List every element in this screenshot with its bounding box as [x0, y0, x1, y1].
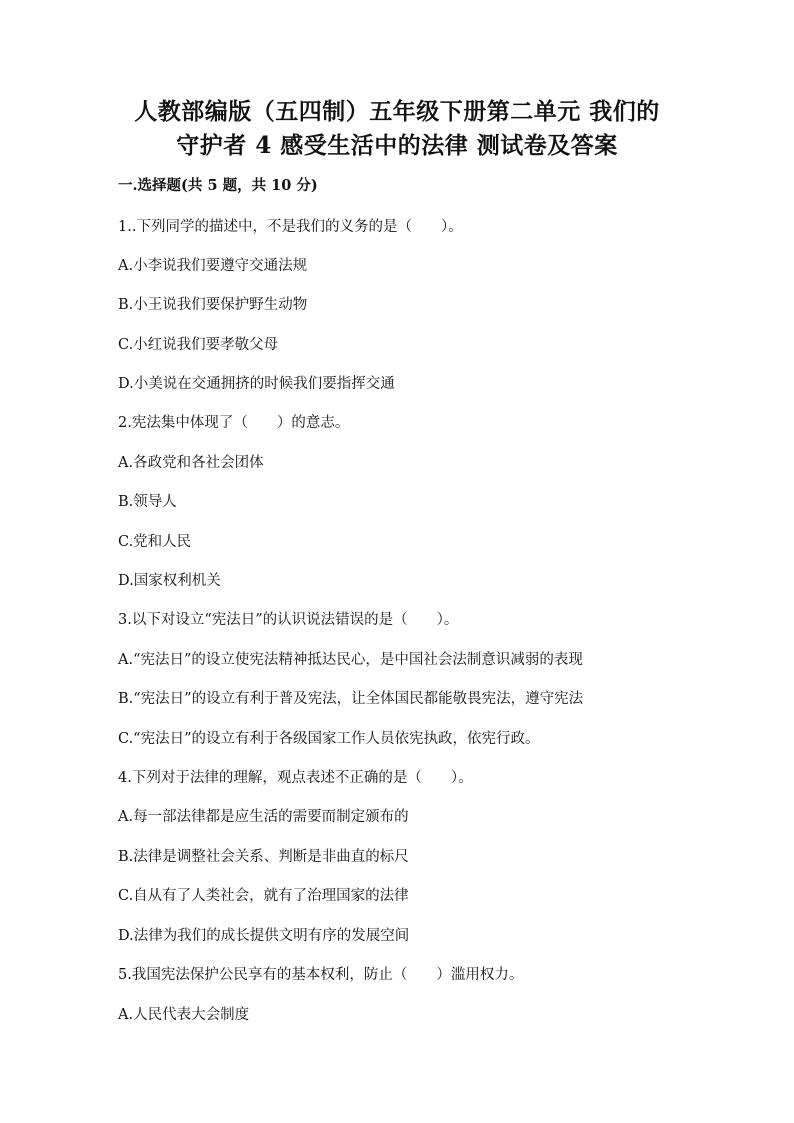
question-1-option-a: A.小李说我们要遵守交通法规 — [118, 258, 308, 274]
question-4-option-d: D.法律为我们的成长提供文明有序的发展空间 — [118, 928, 410, 944]
page-title-line-1: 人教部编版（五四制）五年级下册第二单元 我们的 — [134, 98, 660, 125]
question-4-option-c: C.自从有了人类社会，就有了治理国家的法律 — [118, 888, 409, 904]
question-2-option-b: B.领导人 — [118, 494, 177, 510]
question-2-option-a: A.各政党和各社会团体 — [118, 455, 264, 471]
question-4-stem: 4.下列对于法律的理解，观点表述不正确的是（ ）。 — [118, 770, 473, 786]
question-3-option-b: B.“宪法日”的设立有利于普及宪法，让全体国民都能敬畏宪法，遵守宪法 — [118, 691, 584, 707]
question-2-option-c: C.党和人民 — [118, 534, 192, 550]
question-4-option-b: B.法律是调整社会关系、判断是非曲直的标尺 — [118, 849, 409, 865]
question-3-stem: 3.以下对设立“宪法日”的认识说法错误的是（ ）。 — [118, 612, 459, 628]
question-5-stem: 5.我国宪法保护公民享有的基本权利，防止（ ）滥用权力。 — [118, 967, 524, 983]
page-title-line-2: 守护者 4 感受生活中的法律 测试卷及答案 — [176, 132, 618, 159]
question-4-option-a: A.每一部法律都是应生活的需要而制定颁布的 — [118, 809, 409, 825]
question-2-option-d: D.国家权利机关 — [118, 573, 221, 589]
question-1-stem: 1..下列同学的描述中，不是我们的义务的是（ ）。 — [118, 219, 463, 235]
question-1-option-b: B.小王说我们要保护野生动物 — [118, 297, 308, 313]
question-1-option-d: D.小美说在交通拥挤的时候我们要指挥交通 — [118, 376, 395, 392]
question-5-option-a: A.人民代表大会制度 — [118, 1007, 250, 1023]
question-3-option-c: C.“宪法日”的设立有利于各级国家工作人员依宪执政，依宪行政。 — [118, 731, 540, 747]
question-2-stem: 2.宪法集中体现了（ ）的意志。 — [118, 415, 350, 431]
question-3-option-a: A.“宪法日”的设立使宪法精神抵达民心，是中国社会法制意识减弱的表现 — [118, 652, 583, 668]
question-1-option-c: C.小红说我们要孝敬父母 — [118, 337, 279, 353]
section-heading: 一.选择题(共 5 题，共 10 分) — [118, 177, 318, 194]
